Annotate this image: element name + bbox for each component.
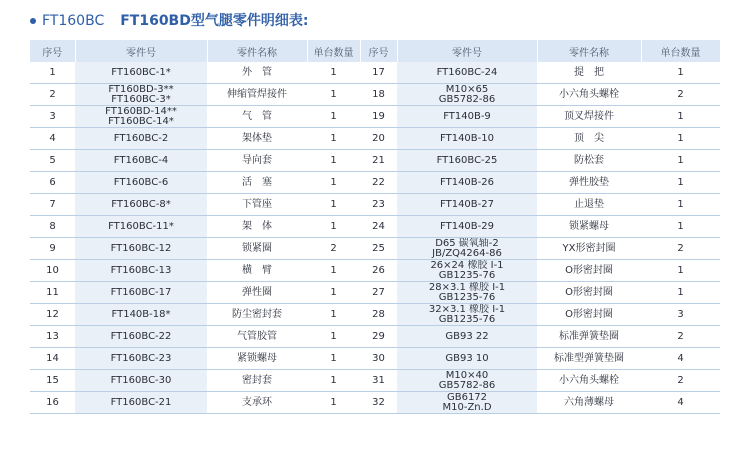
table-row	[30, 62, 720, 84]
part-name-cell: 气管胶管	[207, 326, 307, 348]
part-name-cell-2: 小六角头螺栓	[537, 84, 641, 106]
part-no-cell-2: GB93 22	[397, 326, 537, 348]
part-no-cell: FT160BC-21	[75, 392, 207, 414]
qty-cell: 1	[307, 260, 360, 282]
part-name-cell: 弹性圈	[207, 282, 307, 304]
seq-cell-2: 25	[360, 238, 397, 260]
part-name-cell-2: 提 把	[537, 62, 641, 84]
part-name-cell-2: 止退垫	[537, 194, 641, 216]
table-body	[30, 62, 720, 414]
part-name-cell: 导向套	[207, 150, 307, 172]
header-seq: 序号	[30, 40, 75, 62]
part-no-cell-2: FT140B-9	[397, 106, 537, 128]
part-name-cell-2: O形密封圈	[537, 282, 641, 304]
seq-cell: 9	[30, 238, 75, 260]
seq-cell: 3	[30, 106, 75, 128]
qty-cell: 2	[307, 238, 360, 260]
part-name-cell: 架体垫	[207, 128, 307, 150]
part-name-cell: 架 体	[207, 216, 307, 238]
seq-cell-2: 19	[360, 106, 397, 128]
seq-cell: 12	[30, 304, 75, 326]
seq-cell: 11	[30, 282, 75, 304]
table-row	[30, 370, 720, 392]
part-no-cell-2: GB6172 M10-Zn.D	[397, 392, 537, 414]
table-row	[30, 216, 720, 238]
table-row	[30, 84, 720, 106]
header-qty-2: 单台数量	[641, 40, 720, 62]
table-row	[30, 348, 720, 370]
seq-cell: 4	[30, 128, 75, 150]
part-no-cell: FT160BC-17	[75, 282, 207, 304]
part-name-cell: 外 管	[207, 62, 307, 84]
header-part-no-2: 零件号	[397, 40, 537, 62]
parts-table	[30, 40, 721, 414]
part-no-cell: FT160BC-11*	[75, 216, 207, 238]
qty-cell: 1	[307, 326, 360, 348]
part-name-cell: 横 臂	[207, 260, 307, 282]
part-name-cell-2: 小六角头螺栓	[537, 370, 641, 392]
part-no-cell: FT160BC-4	[75, 150, 207, 172]
qty-cell: 1	[307, 84, 360, 106]
table-row	[30, 150, 720, 172]
seq-cell-2: 31	[360, 370, 397, 392]
qty-cell: 1	[307, 216, 360, 238]
table-row	[30, 392, 720, 414]
seq-cell: 16	[30, 392, 75, 414]
seq-cell-2: 30	[360, 348, 397, 370]
qty-cell-2: 1	[641, 216, 720, 238]
part-no-cell-2: 26×24 橡胶 I-1 GB1235-76	[397, 260, 537, 282]
part-name-cell-2: O形密封圈	[537, 260, 641, 282]
part-name-cell: 下管座	[207, 194, 307, 216]
qty-cell-2: 4	[641, 392, 720, 414]
part-no-cell-2: FT160BC-24	[397, 62, 537, 84]
part-name-cell-2: 锁紧螺母	[537, 216, 641, 238]
qty-cell: 1	[307, 392, 360, 414]
part-name-cell: 防尘密封套	[207, 304, 307, 326]
qty-cell-2: 1	[641, 260, 720, 282]
qty-cell-2: 1	[641, 128, 720, 150]
part-no-cell-2: GB93 10	[397, 348, 537, 370]
seq-cell-2: 28	[360, 304, 397, 326]
part-no-cell: FT160BC-30	[75, 370, 207, 392]
seq-cell: 2	[30, 84, 75, 106]
qty-cell-2: 1	[641, 62, 720, 84]
part-no-cell-2: FT140B-29	[397, 216, 537, 238]
document-title	[30, 10, 308, 30]
seq-cell-2: 17	[360, 62, 397, 84]
part-no-cell: FT160BD-14** FT160BC-14*	[75, 106, 207, 128]
part-name-cell-2: 防松套	[537, 150, 641, 172]
part-name-cell: 锁紧圈	[207, 238, 307, 260]
seq-cell-2: 26	[360, 260, 397, 282]
part-no-cell: FT160BD-3** FT160BC-3*	[75, 84, 207, 106]
qty-cell: 1	[307, 62, 360, 84]
part-name-cell-2: 六角薄螺母	[537, 392, 641, 414]
qty-cell: 1	[307, 106, 360, 128]
table-row	[30, 172, 720, 194]
part-name-cell-2: 标准弹簧垫圈	[537, 326, 641, 348]
part-no-cell: FT160BC-2	[75, 128, 207, 150]
part-no-cell-2: M10×40 GB5782-86	[397, 370, 537, 392]
qty-cell: 1	[307, 282, 360, 304]
seq-cell-2: 22	[360, 172, 397, 194]
table-row	[30, 194, 720, 216]
part-name-cell-2: 顶叉焊接件	[537, 106, 641, 128]
part-no-cell-2: 32×3.1 橡胶 I-1 GB1235-76	[397, 304, 537, 326]
qty-cell-2: 2	[641, 326, 720, 348]
seq-cell-2: 32	[360, 392, 397, 414]
table-row	[30, 106, 720, 128]
qty-cell-2: 3	[641, 304, 720, 326]
part-name-cell-2: O形密封圈	[537, 304, 641, 326]
part-no-cell-2: M10×65 GB5782-86	[397, 84, 537, 106]
seq-cell-2: 27	[360, 282, 397, 304]
qty-cell: 1	[307, 172, 360, 194]
seq-cell: 1	[30, 62, 75, 84]
header-part-name-2: 零件名称	[537, 40, 641, 62]
part-no-cell: FT160BC-23	[75, 348, 207, 370]
seq-cell: 8	[30, 216, 75, 238]
part-name-cell: 密封套	[207, 370, 307, 392]
qty-cell-2: 1	[641, 172, 720, 194]
seq-cell: 7	[30, 194, 75, 216]
part-no-cell: FT160BC-12	[75, 238, 207, 260]
table-row	[30, 326, 720, 348]
table-row	[30, 260, 720, 282]
part-no-cell: FT160BC-13	[75, 260, 207, 282]
seq-cell: 14	[30, 348, 75, 370]
header-seq-2: 序号	[360, 40, 397, 62]
part-no-cell: FT160BC-22	[75, 326, 207, 348]
bullet-icon	[30, 18, 36, 24]
part-name-cell-2: 弹性胶垫	[537, 172, 641, 194]
qty-cell-2: 1	[641, 106, 720, 128]
seq-cell: 15	[30, 370, 75, 392]
seq-cell: 6	[30, 172, 75, 194]
qty-cell-2: 2	[641, 238, 720, 260]
part-no-cell-2: FT140B-26	[397, 172, 537, 194]
part-no-cell-2: FT140B-27	[397, 194, 537, 216]
seq-cell-2: 24	[360, 216, 397, 238]
seq-cell-2: 18	[360, 84, 397, 106]
qty-cell-2: 4	[641, 348, 720, 370]
part-name-cell: 支承环	[207, 392, 307, 414]
part-no-cell-2: FT160BC-25	[397, 150, 537, 172]
part-no-cell-2: FT140B-10	[397, 128, 537, 150]
table-header-row	[30, 40, 720, 62]
qty-cell: 1	[307, 150, 360, 172]
title-code: FT160BC	[42, 13, 105, 29]
table-row	[30, 128, 720, 150]
part-name-cell: 伸缩管焊接件	[207, 84, 307, 106]
part-no-cell-2: D65 碳氧轴-2 JB/ZQ4264-86	[397, 238, 537, 260]
table-row	[30, 282, 720, 304]
qty-cell-2: 2	[641, 84, 720, 106]
seq-cell: 10	[30, 260, 75, 282]
part-name-cell: 气 管	[207, 106, 307, 128]
part-no-cell-2: 28×3.1 橡胶 I-1 GB1235-76	[397, 282, 537, 304]
seq-cell-2: 29	[360, 326, 397, 348]
qty-cell: 1	[307, 348, 360, 370]
seq-cell-2: 23	[360, 194, 397, 216]
qty-cell: 1	[307, 128, 360, 150]
qty-cell: 1	[307, 370, 360, 392]
part-no-cell: FT160BC-8*	[75, 194, 207, 216]
part-name-cell: 紧锁螺母	[207, 348, 307, 370]
qty-cell: 1	[307, 304, 360, 326]
seq-cell-2: 21	[360, 150, 397, 172]
header-part-no: 零件号	[75, 40, 207, 62]
part-name-cell-2: 顶 尖	[537, 128, 641, 150]
header-part-name: 零件名称	[207, 40, 307, 62]
header-qty: 单台数量	[307, 40, 360, 62]
part-no-cell: FT160BC-6	[75, 172, 207, 194]
part-name-cell-2: YX形密封圈	[537, 238, 641, 260]
title-text: FT160BD型气腿零件明细表:	[120, 13, 309, 29]
part-name-cell-2: 标准型弹簧垫圈	[537, 348, 641, 370]
table-row	[30, 238, 720, 260]
table-row	[30, 304, 720, 326]
part-no-cell: FT160BC-1*	[75, 62, 207, 84]
qty-cell-2: 1	[641, 194, 720, 216]
qty-cell-2: 1	[641, 282, 720, 304]
part-name-cell: 活 塞	[207, 172, 307, 194]
seq-cell-2: 20	[360, 128, 397, 150]
qty-cell: 1	[307, 194, 360, 216]
seq-cell: 13	[30, 326, 75, 348]
seq-cell: 5	[30, 150, 75, 172]
part-no-cell: FT140B-18*	[75, 304, 207, 326]
qty-cell-2: 1	[641, 150, 720, 172]
qty-cell-2: 2	[641, 370, 720, 392]
